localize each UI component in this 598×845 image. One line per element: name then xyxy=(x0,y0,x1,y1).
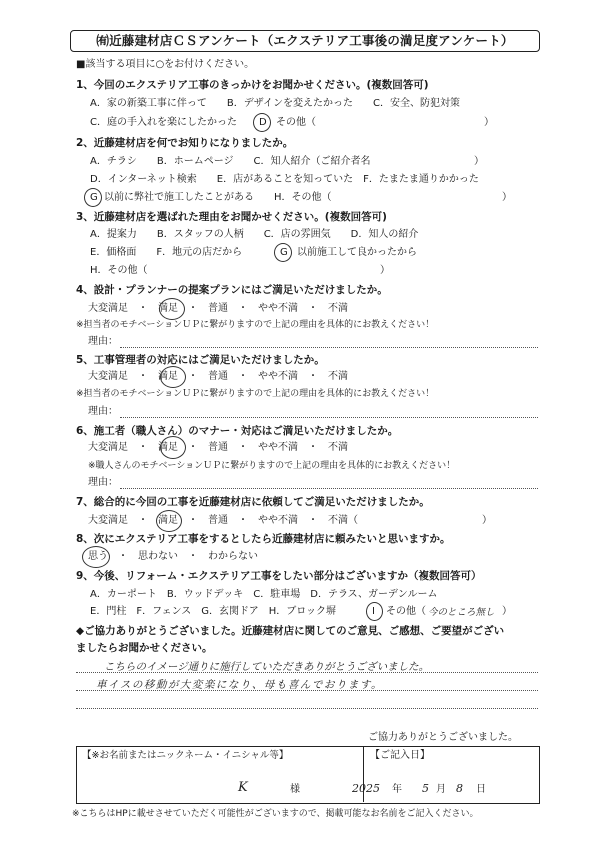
name-value: K xyxy=(238,780,248,795)
question-1-row-1: A．家の新築工事に伴って B．デザインを変えたかった C．安全、防犯対策 xyxy=(90,98,460,109)
comment-line xyxy=(76,672,538,673)
question-8-scale: 思う ・ 思わない ・ わからない xyxy=(88,551,258,562)
question-6-note: ※職人さんのモチベーションＵＰに繋がりますので上記の理由を具体的にお教えください！ xyxy=(88,461,456,471)
closing-line-2: ましたらお聞かせください。 xyxy=(76,642,213,654)
question-7-scale: 大変満足 ・ 満足 ・ 普通 ・ やや不満 ・ 不満（ xyxy=(88,515,358,526)
question-4-note: ※担当者のモチベーションＵＰに繋がりますので上記の理由を具体的にお教えください！ xyxy=(76,320,435,330)
reason-line xyxy=(120,488,538,489)
answer-circle xyxy=(84,188,102,207)
question-9-option-i: I xyxy=(372,606,375,617)
question-2-label: 2、近藤建材店を何でお知りになりましたか。 xyxy=(76,137,294,149)
date-label: 【ご記入日】 xyxy=(370,750,430,761)
question-9-row-2a: E．門柱 F．フェンス G．玄関ドア H．ブロック塀 xyxy=(90,606,337,617)
question-5-reason-label: 理由： xyxy=(88,406,118,417)
question-6-reason-label: 理由： xyxy=(88,477,118,488)
comment-line-2: 車イスの移動が大変楽になり、母も喜んでおります。 xyxy=(96,679,384,691)
answer-circle xyxy=(160,366,186,388)
name-label: 【※お名前またはニックネーム・イニシャル等】 xyxy=(82,750,289,761)
question-9-row-1: A．カーポート B．ウッドデッキ C．駐車場 D．テラス、ガーデンルーム xyxy=(90,589,438,600)
date-month-unit: 月 xyxy=(436,784,446,795)
question-5-note: ※担当者のモチベーションＵＰに繋がりますので上記の理由を具体的にお教えください！ xyxy=(76,389,435,399)
answer-circle xyxy=(156,510,182,532)
question-3-label: 3、近藤建材店を選ばれた理由をお聞かせください。(複数回答可) xyxy=(76,211,387,223)
question-4-reason-label: 理由： xyxy=(88,336,118,347)
question-3-row-1: A．提案力 B．スタッフの人柄 C．店の雰囲気 D．知人の紹介 xyxy=(90,229,419,240)
reason-line xyxy=(120,347,538,348)
question-1-row-2d: ） xyxy=(484,117,494,128)
question-3-option-g: G xyxy=(280,247,288,258)
instruction: ■該当する項目に○をお付けください。 xyxy=(76,59,255,70)
thanks-text: ご協力ありがとうございました。 xyxy=(368,732,518,743)
question-3-row-2a: E．価格面 F．地元の店だから xyxy=(90,247,243,258)
answer-circle xyxy=(82,546,110,568)
date-month: 5 xyxy=(422,782,429,795)
question-9-row-2e: ） xyxy=(502,606,512,617)
question-7-label: 7、総合的に今回の工事を近藤建材店に依頼してご満足いただけましたか。 xyxy=(76,496,430,508)
date-day-unit: 日 xyxy=(476,784,486,795)
reason-line xyxy=(120,417,538,418)
answer-circle xyxy=(160,436,186,459)
question-6-label: 6、施工者（職人さん）のマナー・対応はご満足いただけましたか。 xyxy=(76,425,399,437)
question-1-row-2c: その他（ xyxy=(276,117,316,128)
question-3-row-3b: ） xyxy=(380,265,390,276)
question-1-label: 1、今回のエクステリア工事のきっかけをお聞かせください。(複数回答可) xyxy=(76,79,429,91)
question-7-close: ） xyxy=(482,515,492,526)
answer-circle xyxy=(159,298,185,320)
question-2-row-1b: ） xyxy=(474,156,484,167)
question-1-option-d: D xyxy=(259,117,267,128)
comment-line-1: こちらのイメージ通りに施行していただきありがとうございました。 xyxy=(104,661,430,673)
date-year-unit: 年 xyxy=(392,784,402,795)
question-9-row-2c: その他（ xyxy=(386,606,426,617)
question-2-option-g: G xyxy=(90,192,98,203)
question-9-label: 9、今後、リフォーム・エクステリア工事をしたい部分はございますか（複数回答可） xyxy=(76,570,482,582)
question-2-row-1a: A．チラシ B．ホームページ C．知人紹介（ご紹介者名 xyxy=(90,156,371,167)
answer-circle xyxy=(366,602,383,621)
question-3-row-2c: 以前施工して良かったから xyxy=(297,247,417,258)
question-9-handwritten-answer: 今のところ無し xyxy=(428,607,495,618)
answer-circle xyxy=(274,243,292,262)
question-8-label: 8、次にエクステリア工事をするとしたら近藤建材店に頼みたいと思いますか。 xyxy=(76,533,451,545)
answer-circle xyxy=(253,113,271,132)
page-title: ㈲近藤建材店ＣＳアンケート（エクステリア工事後の満足度アンケート） xyxy=(70,30,540,52)
closing-line-1: ◆ご協力ありがとうございました。近藤建材店に関してのご意見、ご感想、ご要望がござい xyxy=(76,625,505,637)
sama-text: 様 xyxy=(290,784,300,795)
date-year: 2025 xyxy=(352,782,380,795)
question-2-row-3c: ） xyxy=(502,192,512,203)
question-2-row-3b: 以前に弊社で施工したことがある H．その他（ xyxy=(104,192,332,203)
question-2-row-2: D．インターネット検索 E．店があることを知っていた F．たまたま通りかかった xyxy=(90,174,479,185)
question-1-row-2a: C．庭の手入れを楽にしたかった xyxy=(90,117,237,128)
footer-note: ※こちらはHPに載せさせていただく可能性がございますので、掲載可能なお名前をご記入ください。 xyxy=(72,809,479,819)
question-5-scale: 大変満足 ・ 満足 ・ 普通 ・ やや不満 ・ 不満 xyxy=(88,371,348,382)
comment-line xyxy=(76,690,538,691)
question-5-label: 5、工事管理者の対応にはご満足いただけましたか。 xyxy=(76,354,325,366)
question-4-label: 4、設計・プランナーの提案プランにはご満足いただけましたか。 xyxy=(76,284,388,296)
comment-line xyxy=(76,708,538,709)
question-6-scale: 大変満足 ・ 満足 ・ 普通 ・ やや不満 ・ 不満 xyxy=(88,442,348,453)
date-day: 8 xyxy=(456,782,463,795)
question-4-scale: 大変満足 ・ 満足 ・ 普通 ・ やや不満 ・ 不満 xyxy=(88,303,348,314)
question-3-row-3a: H．その他（ xyxy=(90,265,148,276)
